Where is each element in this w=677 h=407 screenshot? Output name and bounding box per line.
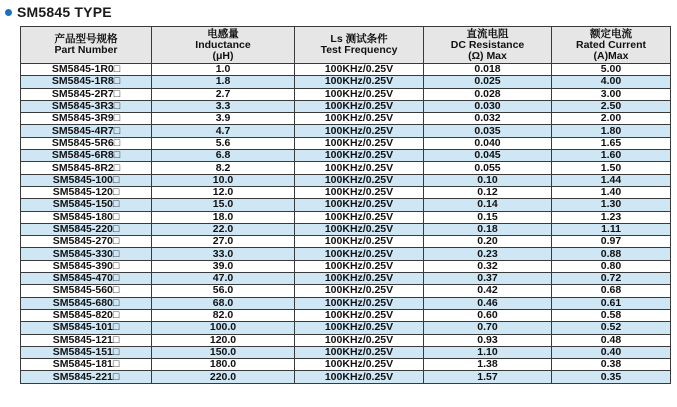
header-label-en: Part Number [54, 44, 118, 56]
cell-rated-current: 1.40 [552, 186, 671, 198]
cell-inductance: 22.0 [152, 223, 295, 235]
cell-test-frequency: 100KHz/0.25V [295, 211, 424, 223]
cell-test-frequency: 100KHz/0.25V [295, 273, 424, 285]
cell-dc-resistance: 0.32 [424, 260, 552, 272]
cell-inductance: 33.0 [152, 248, 295, 260]
cell-inductance: 12.0 [152, 186, 295, 198]
cell-part-number: SM5845-180□ [21, 211, 152, 223]
table-row [21, 100, 671, 112]
table-row [21, 273, 671, 285]
header-inductance [152, 27, 295, 64]
cell-test-frequency: 100KHz/0.25V [295, 100, 424, 112]
cell-dc-resistance: 0.040 [424, 137, 552, 149]
cell-rated-current: 0.80 [552, 260, 671, 272]
cell-inductance: 39.0 [152, 260, 295, 272]
header-rated-current [552, 27, 671, 64]
cell-dc-resistance: 0.12 [424, 186, 552, 198]
cell-inductance: 68.0 [152, 297, 295, 309]
cell-test-frequency: 100KHz/0.25V [295, 236, 424, 248]
cell-rated-current: 0.61 [552, 297, 671, 309]
cell-test-frequency: 100KHz/0.25V [295, 64, 424, 76]
cell-dc-resistance: 0.42 [424, 285, 552, 297]
table-row [21, 137, 671, 149]
cell-rated-current: 1.30 [552, 199, 671, 211]
cell-part-number: SM5845-1R8□ [21, 76, 152, 88]
table-row [21, 150, 671, 162]
cell-dc-resistance: 0.025 [424, 76, 552, 88]
cell-test-frequency: 100KHz/0.25V [295, 285, 424, 297]
cell-part-number: SM5845-390□ [21, 260, 152, 272]
cell-rated-current: 3.00 [552, 88, 671, 100]
cell-test-frequency: 100KHz/0.25V [295, 371, 424, 383]
header-row [21, 27, 671, 64]
cell-rated-current: 4.00 [552, 76, 671, 88]
cell-rated-current: 1.50 [552, 162, 671, 174]
cell-inductance: 100.0 [152, 322, 295, 334]
cell-dc-resistance: 0.028 [424, 88, 552, 100]
table-row [21, 186, 671, 198]
cell-test-frequency: 100KHz/0.25V [295, 137, 424, 149]
cell-test-frequency: 100KHz/0.25V [295, 248, 424, 260]
cell-inductance: 82.0 [152, 309, 295, 321]
cell-dc-resistance: 0.70 [424, 322, 552, 334]
cell-part-number: SM5845-181□ [21, 359, 152, 371]
cell-part-number: SM5845-3R9□ [21, 113, 152, 125]
cell-part-number: SM5845-820□ [21, 309, 152, 321]
table-row [21, 297, 671, 309]
header-dc-resistance [424, 27, 552, 64]
cell-inductance: 4.7 [152, 125, 295, 137]
cell-dc-resistance: 1.10 [424, 346, 552, 358]
cell-test-frequency: 100KHz/0.25V [295, 223, 424, 235]
cell-rated-current: 0.97 [552, 236, 671, 248]
cell-part-number: SM5845-2R7□ [21, 88, 152, 100]
cell-inductance: 3.3 [152, 100, 295, 112]
cell-test-frequency: 100KHz/0.25V [295, 322, 424, 334]
cell-part-number: SM5845-121□ [21, 334, 152, 346]
header-label-cn: Ls 测试条件 [330, 33, 388, 45]
table-row [21, 260, 671, 272]
table-row [21, 211, 671, 223]
cell-inductance: 220.0 [152, 371, 295, 383]
cell-part-number: SM5845-1R0□ [21, 64, 152, 76]
table-row [21, 371, 671, 383]
cell-part-number: SM5845-3R3□ [21, 100, 152, 112]
cell-part-number: SM5845-150□ [21, 199, 152, 211]
table-row [21, 346, 671, 358]
cell-rated-current: 5.00 [552, 64, 671, 76]
table-row [21, 236, 671, 248]
cell-dc-resistance: 0.10 [424, 174, 552, 186]
cell-dc-resistance: 0.018 [424, 64, 552, 76]
cell-rated-current: 0.40 [552, 346, 671, 358]
table-row [21, 113, 671, 125]
header-label-unit: (A)Max [593, 49, 629, 62]
cell-inductance: 10.0 [152, 174, 295, 186]
cell-inductance: 15.0 [152, 199, 295, 211]
cell-dc-resistance: 0.055 [424, 162, 552, 174]
cell-test-frequency: 100KHz/0.25V [295, 88, 424, 100]
cell-inductance: 180.0 [152, 359, 295, 371]
header-part-number [21, 27, 152, 64]
cell-test-frequency: 100KHz/0.25V [295, 359, 424, 371]
table-row [21, 162, 671, 174]
cell-rated-current: 2.00 [552, 113, 671, 125]
header-label-unit: (Ω) Max [468, 49, 507, 62]
table-row [21, 64, 671, 76]
cell-part-number: SM5845-6R8□ [21, 150, 152, 162]
cell-rated-current: 0.72 [552, 273, 671, 285]
section-heading [5, 4, 112, 20]
cell-dc-resistance: 1.38 [424, 359, 552, 371]
cell-part-number: SM5845-680□ [21, 297, 152, 309]
cell-dc-resistance: 0.46 [424, 297, 552, 309]
cell-part-number: SM5845-151□ [21, 346, 152, 358]
cell-inductance: 27.0 [152, 236, 295, 248]
cell-test-frequency: 100KHz/0.25V [295, 334, 424, 346]
cell-rated-current: 1.44 [552, 174, 671, 186]
cell-inductance: 120.0 [152, 334, 295, 346]
cell-test-frequency: 100KHz/0.25V [295, 150, 424, 162]
cell-dc-resistance: 0.035 [424, 125, 552, 137]
cell-test-frequency: 100KHz/0.25V [295, 186, 424, 198]
cell-test-frequency: 100KHz/0.25V [295, 346, 424, 358]
cell-test-frequency: 100KHz/0.25V [295, 297, 424, 309]
cell-part-number: SM5845-560□ [21, 285, 152, 297]
table-row [21, 199, 671, 211]
cell-part-number: SM5845-330□ [21, 248, 152, 260]
table-row [21, 125, 671, 137]
header-label-en: Inductance [195, 38, 251, 51]
table-row [21, 248, 671, 260]
header-label-cn: 额定电流 [590, 27, 632, 40]
header-test-frequency [295, 27, 424, 64]
cell-test-frequency: 100KHz/0.25V [295, 260, 424, 272]
cell-inductance: 150.0 [152, 346, 295, 358]
cell-part-number: SM5845-270□ [21, 236, 152, 248]
cell-rated-current: 0.88 [552, 248, 671, 260]
cell-dc-resistance: 0.20 [424, 236, 552, 248]
cell-inductance: 18.0 [152, 211, 295, 223]
cell-dc-resistance: 0.045 [424, 150, 552, 162]
cell-dc-resistance: 0.030 [424, 100, 552, 112]
cell-inductance: 8.2 [152, 162, 295, 174]
cell-inductance: 6.8 [152, 150, 295, 162]
cell-rated-current: 1.11 [552, 223, 671, 235]
page-title: SM5845 TYPE [17, 4, 112, 20]
cell-part-number: SM5845-470□ [21, 273, 152, 285]
cell-dc-resistance: 0.60 [424, 309, 552, 321]
table-row [21, 223, 671, 235]
table-row [21, 322, 671, 334]
table-header [21, 27, 671, 64]
cell-rated-current: 0.68 [552, 285, 671, 297]
cell-dc-resistance: 0.14 [424, 199, 552, 211]
cell-rated-current: 1.23 [552, 211, 671, 223]
table-row [21, 88, 671, 100]
cell-dc-resistance: 0.032 [424, 113, 552, 125]
cell-rated-current: 2.50 [552, 100, 671, 112]
spec-table [20, 26, 671, 384]
table-body [21, 64, 671, 384]
table-row [21, 309, 671, 321]
cell-part-number: SM5845-101□ [21, 322, 152, 334]
cell-part-number: SM5845-220□ [21, 223, 152, 235]
cell-rated-current: 0.48 [552, 334, 671, 346]
header-label-cn: 直流电阻 [466, 27, 509, 40]
header-label-cn: 产品型号规格 [54, 33, 118, 45]
cell-test-frequency: 100KHz/0.25V [295, 113, 424, 125]
cell-rated-current: 1.80 [552, 125, 671, 137]
cell-test-frequency: 100KHz/0.25V [295, 125, 424, 137]
cell-inductance: 3.9 [152, 113, 295, 125]
cell-rated-current: 1.60 [552, 150, 671, 162]
table-row [21, 76, 671, 88]
bullet-icon [5, 9, 12, 16]
cell-part-number: SM5845-4R7□ [21, 125, 152, 137]
cell-test-frequency: 100KHz/0.25V [295, 199, 424, 211]
cell-rated-current: 0.38 [552, 359, 671, 371]
table-row [21, 174, 671, 186]
cell-dc-resistance: 0.37 [424, 273, 552, 285]
cell-part-number: SM5845-221□ [21, 371, 152, 383]
cell-rated-current: 0.52 [552, 322, 671, 334]
cell-rated-current: 0.35 [552, 371, 671, 383]
cell-dc-resistance: 0.15 [424, 211, 552, 223]
table-row [21, 334, 671, 346]
cell-test-frequency: 100KHz/0.25V [295, 162, 424, 174]
cell-part-number: SM5845-5R6□ [21, 137, 152, 149]
cell-inductance: 1.8 [152, 76, 295, 88]
table-row [21, 359, 671, 371]
cell-rated-current: 0.58 [552, 309, 671, 321]
header-label-en: DC Resistance [450, 38, 525, 51]
cell-inductance: 56.0 [152, 285, 295, 297]
cell-inductance: 5.6 [152, 137, 295, 149]
cell-test-frequency: 100KHz/0.25V [295, 76, 424, 88]
table-row [21, 285, 671, 297]
cell-test-frequency: 100KHz/0.25V [295, 174, 424, 186]
cell-dc-resistance: 0.93 [424, 334, 552, 346]
header-label-cn: 电感量 [207, 27, 239, 40]
cell-part-number: SM5845-100□ [21, 174, 152, 186]
cell-rated-current: 1.65 [552, 137, 671, 149]
header-label-en: Rated Current [575, 38, 646, 51]
cell-part-number: SM5845-120□ [21, 186, 152, 198]
cell-inductance: 1.0 [152, 64, 295, 76]
cell-part-number: SM5845-8R2□ [21, 162, 152, 174]
header-label-en: Test Frequency [320, 44, 398, 56]
cell-dc-resistance: 1.57 [424, 371, 552, 383]
cell-dc-resistance: 0.23 [424, 248, 552, 260]
cell-inductance: 47.0 [152, 273, 295, 285]
header-label-unit: (μH) [212, 49, 234, 62]
cell-dc-resistance: 0.18 [424, 223, 552, 235]
cell-test-frequency: 100KHz/0.25V [295, 309, 424, 321]
cell-inductance: 2.7 [152, 88, 295, 100]
